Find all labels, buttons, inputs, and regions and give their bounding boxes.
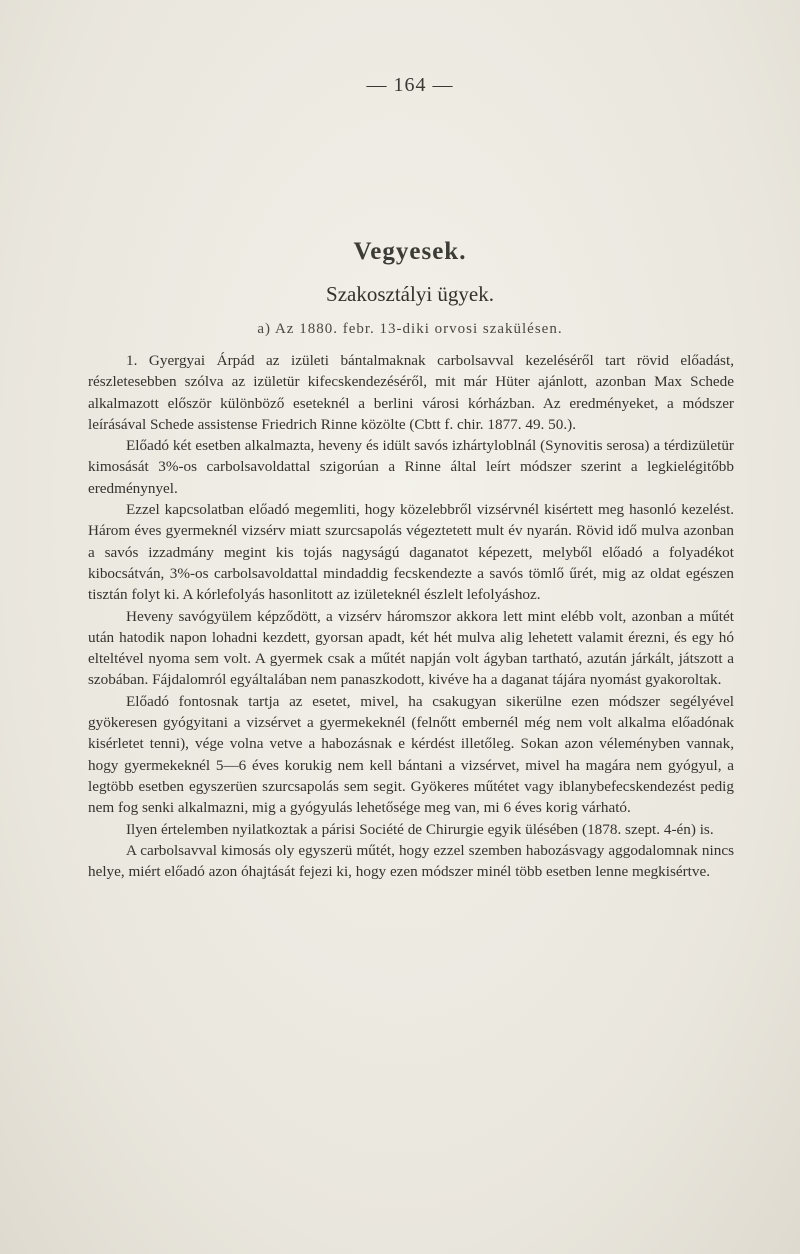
section-title: Vegyesek. <box>353 238 467 265</box>
paragraph: 1. Gyergyai Árpád az izületi bántalmaknak carbolsavval kezeléséről tart rövid előadást, részletesebben szólva az izületür kifecskendezéséről, mit már Hüter ajánlott, azonban Max Schede alkalmazott először különböző eseteknél a berlini városi kórházban. Az eredményeket, a módszer leírásával Schede assistense Friedrich Rinne közölte (Cbtt f. chir. 1877. 49. 50.). <box>88 352 734 433</box>
page-number: — 164 — <box>366 74 454 96</box>
paragraph: Ilyen értelemben nyilatkoztak a párisi Société de Chirurgie egyik ülésében (1878. szept. 4-én) is. <box>126 820 714 838</box>
meeting-heading: a) Az 1880. febr. 13-diki orvosi szakülésen. <box>257 321 563 337</box>
paragraph: A carbolsavval kimosás oly egyszerü műtét, hogy ezzel szemben habozásvagy aggodalomnak nincs helye, miért előadó azon óhajtását fejezi ki, hogy ezen módszer minél több esetben lenne megkisértve. <box>88 841 734 881</box>
paragraph: Heveny savógyülem képződött, a vizsérv háromszor akkora lett mint elébb volt, azonban a műtét után hatodik napon lohadni kezdett, gyorsan apadt, két hét mulva alig lehetett valamit érezni, és egy hó elteltével nyoma sem volt. A gyermek csak a műtét napján volt ágyban tartható, azután járkált, játszott a szobában. Fájdalomról egyáltalában nem panaszkodott, kivéve ha a daganat tájára nyomást gyakoroltak. <box>88 607 734 689</box>
paragraph: Előadó fontosnak tartja az esetet, mivel, ha csakugyan sikerülne ezen módszer segélyével gyökeresen gyógyitani a vizsérvet a gyermekeknél (felnőtt embernél még nem volt alkalma előadónak kisérletet tenni), vége volna vetve a habozásnak e kérdést illetőleg. Sokan azon véleményben vannak, hogy gyermekeknél 5—6 éves korukig nem kell bántani a vizsérvet, mivel ha magára nem gyógyul, a legtöbb esetben egyszerüen szurcsapolás sem segit. Gyökeres műtétet vagy iblanybefecskendezést pedig nem fog senki alkalmazni, mig a gyógyulás lehetősége meg van, mi 6 éves korig várható. <box>88 692 734 817</box>
article-body <box>88 350 734 882</box>
paragraph: Előadó két esetben alkalmazta, heveny és idült savós izhártyloblnál (Synovitis serosa) a térdizületür kimosását 3%-os carbolsavoldattal szigorúan a Rinne által leírt módszer szerint a legkielégitőbb eredménynyel. <box>88 437 734 497</box>
subsection-title: Szakosztályi ügyek. <box>326 282 494 306</box>
paragraph: Ezzel kapcsolatban előadó megemliti, hogy közelebbről vizsérvnél kisértett meg hasonló kezelést. Három éves gyermeknél vizsérv miatt szurcsapolás végeztetett mult év nyarán. Rövid idő mulva azonban a savós izzadmány megint kis tojás nagyságú daganatot képezett, melyből előadó a folyadékot kibocsátván, 3%-os carbolsavoldattal mindaddig fecskendezte a savós tömlő űrét, mig az oldat egészen tisztán folyt ki. A kórlefolyás hasonlitott az izületeknél észlelt lefolyáshoz. <box>88 501 734 604</box>
